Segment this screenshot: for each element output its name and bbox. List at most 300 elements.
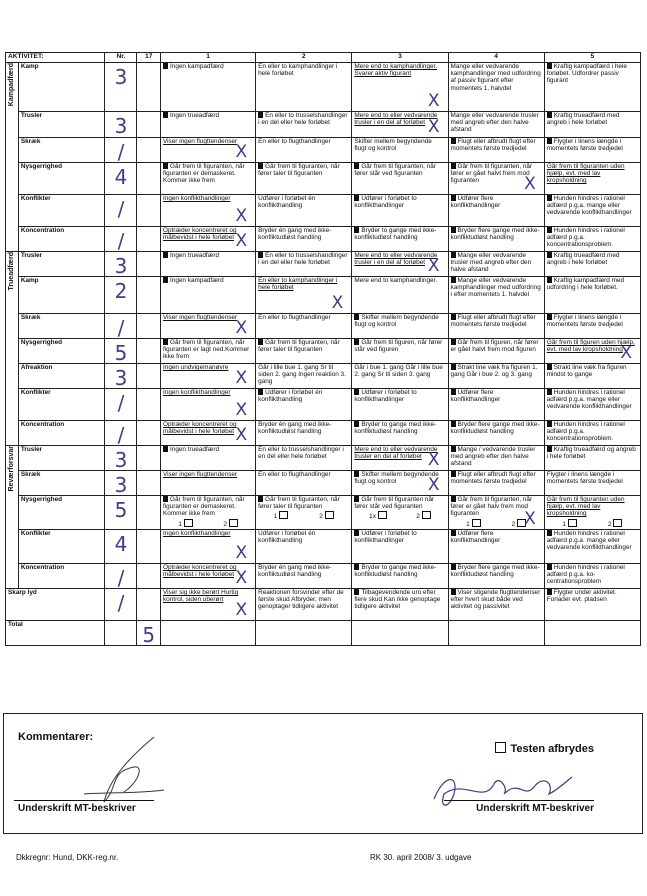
- col17-cell[interactable]: [137, 530, 161, 564]
- score-cell[interactable]: [105, 364, 137, 389]
- score-cell[interactable]: [105, 339, 137, 364]
- criterion-text: Går frem til figuranten, når figuranten er demaskeret. Kommer ikke frem: [162, 163, 245, 185]
- level-5-cell[interactable]: [544, 314, 640, 339]
- col17-cell[interactable]: [137, 339, 161, 364]
- criterion-text: Ingen trueadfærd: [169, 112, 220, 119]
- handwritten-score: /: [117, 423, 125, 446]
- level-2-cell[interactable]: [256, 364, 352, 389]
- square-icon: [451, 589, 456, 595]
- criterion-text: Kraftig trueadfærd med angreb i hele forløbet: [546, 112, 620, 127]
- square-icon: [451, 339, 456, 345]
- behavior-label: Kamp: [18, 277, 105, 314]
- handwritten-score: 5: [114, 498, 128, 522]
- square-icon: [547, 112, 552, 118]
- level-2-cell[interactable]: [256, 163, 352, 195]
- level-5-cell[interactable]: [544, 364, 640, 389]
- square-icon: [547, 364, 552, 370]
- level-2-cell[interactable]: [256, 112, 352, 138]
- check-x-icon: X: [427, 91, 440, 111]
- level-2-cell[interactable]: [256, 339, 352, 364]
- group-label-text: Kampadfærd: [8, 63, 15, 107]
- square-icon: [547, 227, 552, 233]
- level-5-cell[interactable]: [544, 227, 640, 252]
- checkbox-icon[interactable]: [472, 519, 481, 527]
- criterion-text: Kraftig kampadfærd med udfordring i hele forløbet.: [546, 277, 625, 292]
- criterion-text: Går frem til figuren uden hjælp, evt. med lav kropsholdning: [546, 339, 635, 354]
- col17-cell[interactable]: [137, 195, 161, 227]
- check-x-icon: X: [235, 543, 248, 563]
- table-row: [6, 195, 641, 227]
- square-icon: [451, 564, 456, 570]
- criterion-text: Går frem til figuranten, når fører er gået halvt frem mod figuranten: [450, 163, 533, 185]
- col17-cell[interactable]: [137, 138, 161, 163]
- level-4-cell[interactable]: [448, 314, 544, 339]
- level-4-cell[interactable]: [448, 277, 544, 314]
- behavior-label: Kamp: [18, 63, 105, 112]
- level-3-cell[interactable]: [352, 339, 448, 364]
- level-4-cell[interactable]: [448, 227, 544, 252]
- behavior-label: Nysgerrighed: [18, 163, 105, 195]
- criterion-text: Går frem til figuranten, når fører står ved figuranten: [354, 163, 436, 178]
- level-5-cell[interactable]: [544, 530, 640, 564]
- criterion-text: Bryder flere gange med ikke-konfliktudløst handling: [450, 227, 540, 242]
- criterion-text: Flygter i linens længde i momentets første tredjedel: [546, 471, 623, 486]
- col17-cell[interactable]: [137, 446, 161, 471]
- level-3-cell[interactable]: [352, 364, 448, 389]
- criterion-text: En eller to kamphandlinger i hele forløbet: [258, 63, 338, 78]
- checkbox-icon[interactable]: [378, 511, 387, 519]
- handwritten-score: 3: [114, 366, 128, 389]
- table-row: [6, 446, 641, 471]
- level-2-cell[interactable]: [256, 277, 352, 314]
- level-4-cell[interactable]: [448, 564, 544, 589]
- level-3-cell[interactable]: [352, 252, 448, 277]
- handwritten-score: 2: [114, 279, 128, 303]
- criterion-text: Flugt eller afbrudt flugt efter momentets første tredjedel: [450, 314, 536, 329]
- level-3-cell[interactable]: [352, 277, 448, 314]
- option-one_d[interactable]: 1: [466, 519, 481, 528]
- handwritten-score: 3: [114, 114, 128, 138]
- col17-cell[interactable]: [137, 421, 161, 446]
- criterion-text: Udfører i forløbet én konflikthandling: [258, 195, 316, 210]
- level-4-cell[interactable]: [448, 112, 544, 138]
- score-cell[interactable]: [105, 138, 137, 163]
- level-4-cell[interactable]: [448, 339, 544, 364]
- score-cell[interactable]: [105, 163, 137, 195]
- level-5-cell[interactable]: [544, 421, 640, 446]
- criterion-text: Udfører i forløbet én konflikthandling: [258, 389, 323, 404]
- handwritten-score: /: [117, 591, 125, 615]
- col17-cell[interactable]: [137, 163, 161, 195]
- group-label-text: Trueadfærd: [8, 252, 15, 291]
- score-cell[interactable]: [105, 589, 137, 621]
- level-2-cell[interactable]: [256, 564, 352, 589]
- level-2-cell[interactable]: [256, 63, 352, 112]
- col17-cell[interactable]: [137, 364, 161, 389]
- level-3-cell[interactable]: [352, 138, 448, 163]
- level-5-cell[interactable]: [544, 471, 640, 496]
- activity-header: AKTIVITET:: [6, 53, 105, 63]
- score-cell[interactable]: [105, 496, 137, 530]
- total-nr-cell: [105, 621, 137, 646]
- col17-cell[interactable]: [137, 63, 161, 112]
- handwritten-score: 3: [114, 473, 128, 496]
- criterion-text: Ingen kampadfærd: [169, 63, 224, 70]
- table-row: [6, 277, 641, 314]
- level-5-cell[interactable]: [544, 63, 640, 112]
- level-5-cell[interactable]: [544, 195, 640, 227]
- header-row: [6, 53, 641, 63]
- level-3-cell[interactable]: [352, 471, 448, 496]
- level-4-cell[interactable]: [448, 589, 544, 621]
- square-icon: [258, 339, 263, 345]
- square-icon: [354, 339, 359, 345]
- level-1-cell[interactable]: [160, 471, 255, 496]
- criterion-text: Viser sig ikke berørt Hurtig kontrol, siden uberørt: [162, 589, 239, 604]
- square-icon: [354, 314, 359, 320]
- level-1-cell[interactable]: [160, 564, 255, 589]
- option-two_d[interactable]: 2: [512, 519, 527, 528]
- score-cell[interactable]: [105, 314, 137, 339]
- level-4-cell[interactable]: [448, 252, 544, 277]
- level-3-cell[interactable]: [352, 564, 448, 589]
- checkbox-icon[interactable]: [613, 519, 622, 527]
- criterion-text: Bryder to gange med ikke-konfliktudløst handling: [354, 564, 437, 579]
- col17-cell[interactable]: [137, 277, 161, 314]
- level-2-cell[interactable]: [256, 389, 352, 421]
- score-cell[interactable]: [105, 277, 137, 314]
- group-label: [6, 63, 19, 252]
- square-icon: [547, 252, 552, 258]
- square-icon: [547, 314, 552, 320]
- level-4-cell[interactable]: [448, 421, 544, 446]
- nr-header: Nr.: [105, 53, 137, 63]
- level-5-cell[interactable]: [544, 446, 640, 471]
- criterion-text: En eller to trusselshandlinger i en del eller hele forløbet: [258, 252, 348, 267]
- level-3-cell[interactable]: [352, 112, 448, 138]
- level-2-cell[interactable]: [256, 589, 352, 621]
- assessment-table: [5, 52, 641, 646]
- option-one_b[interactable]: 1: [274, 511, 289, 520]
- total-empty-cell: [544, 621, 640, 646]
- level-2-cell[interactable]: [256, 421, 352, 446]
- criterion-text: Bryder to gange med ikke-konfliktudløst handling: [354, 421, 437, 436]
- sub-options: [258, 511, 349, 520]
- checkbox-icon[interactable]: [568, 519, 577, 527]
- level-3-cell[interactable]: [352, 195, 448, 227]
- level-2-cell[interactable]: [256, 471, 352, 496]
- level-2-cell[interactable]: [256, 195, 352, 227]
- square-icon: [451, 314, 456, 320]
- criterion-text: Mange eller vedvarende kamphandlinger med udfordring af passiv figurant efter momentets 1. halvdel: [450, 63, 541, 92]
- level-3-cell[interactable]: [352, 446, 448, 471]
- square-icon: [354, 421, 359, 427]
- option-two_c[interactable]: 2: [416, 511, 431, 520]
- option-one_c[interactable]: 1x: [369, 511, 387, 520]
- criterion-text: Bryder to gange med ikke-konfliktudløst handling: [354, 227, 437, 242]
- level-4-cell[interactable]: [448, 530, 544, 564]
- criterion-text: Strakt line væk fra figuren mindst to gange: [546, 364, 627, 379]
- criterion-text: Går frem til figuranten når fører står ved figuranten: [354, 496, 435, 511]
- col17-cell[interactable]: [137, 389, 161, 421]
- table-row: [6, 421, 641, 446]
- level-1-cell[interactable]: [160, 446, 255, 471]
- criterion-text: Hunden hindres i rationel adfærd p.g.a. mange eller vedvarende konflikthandlinger: [546, 389, 632, 411]
- score-cell[interactable]: [105, 63, 137, 112]
- total-empty-cell: [448, 621, 544, 646]
- square-icon: [451, 227, 456, 233]
- level-2-cell[interactable]: [256, 227, 352, 252]
- criterion-text: Bryder én gang med ikke-konfliktudløst handling: [258, 564, 332, 579]
- check-x-icon: X: [235, 425, 248, 445]
- square-icon: [451, 277, 456, 283]
- sub-options: [354, 511, 445, 520]
- level-2-cell[interactable]: [256, 314, 352, 339]
- level-4-cell[interactable]: [448, 195, 544, 227]
- level-5-cell[interactable]: [544, 339, 640, 364]
- behavior-label: Trusler: [18, 112, 105, 138]
- criterion-text: Flygter under aktivitet. Forlader evt. pladsen: [546, 589, 617, 604]
- col17-cell[interactable]: [137, 227, 161, 252]
- criterion-text: Skifter mellem begyndende flugt og kontrol: [354, 314, 439, 329]
- level-4-cell[interactable]: [448, 471, 544, 496]
- criterion-text: Går frem til figuranten, når fører taler til figuranten: [258, 496, 340, 511]
- criterion-text: Flygter i linens længde i momentets første tredjedel: [546, 138, 623, 153]
- level-2-cell[interactable]: [256, 446, 352, 471]
- check-x-icon: X: [235, 368, 248, 388]
- level-1-cell[interactable]: [160, 421, 255, 446]
- criterion-text: Går frem til figuranten, når figuranten er demaskeret. Kommer ikke frem: [162, 496, 245, 518]
- check-x-icon: X: [235, 400, 248, 420]
- level-header-5: 5: [544, 53, 640, 63]
- col17-cell[interactable]: [137, 112, 161, 138]
- score-cell[interactable]: [105, 112, 137, 138]
- behavior-label: Koncentration: [18, 421, 105, 446]
- criterion-text: Mange eller vedvarende trusler med angreb efter den halve afstand: [450, 112, 539, 134]
- criterion-text: Mere end to eller vedvarende trusler i en del af forløbet: [354, 112, 438, 127]
- level-1-cell[interactable]: [160, 163, 255, 195]
- score-cell[interactable]: [105, 471, 137, 496]
- square-icon: [354, 564, 359, 570]
- behavior-label: Trusler: [18, 446, 105, 471]
- table-row: [6, 314, 641, 339]
- square-icon: [451, 163, 456, 169]
- group-label: [6, 446, 19, 589]
- score-cell[interactable]: [105, 227, 137, 252]
- criterion-text: Ingen konflikthandlinger: [162, 530, 231, 537]
- level-1-cell[interactable]: [160, 389, 255, 421]
- sub-options: [163, 519, 253, 528]
- behavior-label: Nysgerrighed: [18, 496, 105, 530]
- behavior-label: Afreaktion: [18, 364, 105, 389]
- level-5-cell[interactable]: [544, 112, 640, 138]
- square-icon: [258, 496, 263, 502]
- level-2-cell[interactable]: [256, 530, 352, 564]
- level-3-cell[interactable]: [352, 421, 448, 446]
- col17-cell[interactable]: [137, 564, 161, 589]
- level-1-cell[interactable]: [160, 63, 255, 112]
- score-cell[interactable]: [105, 530, 137, 564]
- criterion-text: Ingen kampadfærd: [169, 277, 224, 284]
- behavior-label: Skarp lyd: [6, 589, 105, 621]
- option-two_e[interactable]: 2: [608, 519, 623, 528]
- criterion-text: Ingen konflikthandlinger: [162, 195, 231, 202]
- level-1-cell[interactable]: [160, 112, 255, 138]
- score-cell[interactable]: [105, 252, 137, 277]
- level-5-cell[interactable]: [544, 277, 640, 314]
- square-icon: [163, 339, 168, 345]
- col17-cell[interactable]: [137, 252, 161, 277]
- square-icon: [163, 446, 168, 452]
- signature-label-right: Underskrift MT-beskriver: [476, 803, 594, 814]
- level-header-1: 1: [160, 53, 255, 63]
- total-value: 5: [142, 623, 156, 646]
- col17-cell[interactable]: [137, 471, 161, 496]
- level-1-cell[interactable]: [160, 227, 255, 252]
- criterion-text: Tilbagevendende uro efter flere skud Kan ikke genoptage tidligere aktivitet: [354, 589, 441, 611]
- table-row: [6, 564, 641, 589]
- square-icon: [547, 530, 552, 536]
- score-cell[interactable]: [105, 446, 137, 471]
- level-3-cell[interactable]: [352, 530, 448, 564]
- checkbox-icon[interactable]: [422, 511, 431, 519]
- criterion-text: Mere end to eller vedvarende trusler i en del af forløbet: [354, 252, 438, 267]
- square-icon: [354, 496, 359, 502]
- table-row: [6, 339, 641, 364]
- table-row: [6, 364, 641, 389]
- level-1-cell[interactable]: [160, 195, 255, 227]
- level-header-3: 3: [352, 53, 448, 63]
- check-x-icon: X: [331, 293, 344, 313]
- criterion-text: Hunden hindres i rationel adfærd p.g.a. koncentrationsproblem.: [546, 421, 625, 443]
- checkbox-icon[interactable]: [229, 519, 238, 527]
- level-4-cell[interactable]: [448, 389, 544, 421]
- seventeen-header: 17: [137, 53, 161, 63]
- check-x-icon: X: [524, 509, 536, 529]
- criterion-text: Går frem til figuranten, når fører taler til figuranten: [258, 163, 340, 178]
- level-5-cell[interactable]: [544, 496, 640, 530]
- criterion-text: Går frem til figuranten, når fører taler til figuranten: [258, 339, 340, 354]
- handwritten-score: /: [117, 229, 125, 252]
- criterion-text: Mange / vedvarende trusler med angreb efter den halve afstand: [450, 446, 536, 468]
- level-4-cell[interactable]: [448, 163, 544, 195]
- level-4-cell[interactable]: [448, 496, 544, 530]
- checkbox-icon[interactable]: [279, 511, 288, 519]
- criterion-text: Flygter i linens længde i momentets første tredjedel: [546, 314, 623, 329]
- checkbox-icon[interactable]: [325, 511, 334, 519]
- square-icon: [354, 195, 359, 201]
- table-row: [6, 63, 641, 112]
- level-3-cell[interactable]: [352, 314, 448, 339]
- level-5-cell[interactable]: [544, 564, 640, 589]
- option-one_a[interactable]: 1: [178, 519, 193, 528]
- level-2-cell[interactable]: [256, 496, 352, 530]
- comments-label: Kommentarer:: [18, 731, 94, 743]
- option-one_e[interactable]: 1: [562, 519, 577, 528]
- level-4-cell[interactable]: [448, 446, 544, 471]
- table-row: [6, 112, 641, 138]
- criterion-text: Går i lille bue 1. gang Sr til siden 2. gang Ingen reaktion 3. gang: [258, 364, 346, 386]
- total-value-cell[interactable]: [137, 621, 161, 646]
- level-1-cell[interactable]: [160, 314, 255, 339]
- col17-cell[interactable]: [137, 496, 161, 530]
- handwritten-score: 3: [114, 65, 128, 89]
- level-1-cell[interactable]: [160, 364, 255, 389]
- square-icon: [258, 389, 263, 395]
- level-5-cell[interactable]: [544, 252, 640, 277]
- criterion-text: Bryder flere gange med ikke-konfliktudløst handling: [450, 421, 540, 436]
- col17-cell[interactable]: [137, 589, 161, 621]
- behavior-label: Trusler: [18, 252, 105, 277]
- criterion-text: Reaktionen forsvinder efter de første skud Afbryder, men genoptager tidligere aktivitet: [258, 589, 344, 611]
- level-1-cell[interactable]: [160, 277, 255, 314]
- level-1-cell[interactable]: [160, 589, 255, 621]
- criterion-text: Optræder koncentreret og målbevidst i hele forløbet: [162, 227, 237, 242]
- checkbox-icon[interactable]: [184, 519, 193, 527]
- table-row: [6, 138, 641, 163]
- square-icon: [163, 112, 168, 118]
- col17-cell[interactable]: [137, 314, 161, 339]
- level-3-cell[interactable]: [352, 389, 448, 421]
- criterion-text: Bryder én gang med ikke-konfliktudløst handling: [258, 227, 332, 242]
- score-cell[interactable]: [105, 389, 137, 421]
- score-cell[interactable]: [105, 564, 137, 589]
- checkbox-icon[interactable]: [495, 742, 506, 753]
- level-3-cell[interactable]: [352, 589, 448, 621]
- level-2-cell[interactable]: [256, 138, 352, 163]
- level-3-cell[interactable]: [352, 63, 448, 112]
- total-label: Total: [6, 621, 105, 646]
- square-icon: [163, 163, 168, 169]
- level-1-cell[interactable]: [160, 252, 255, 277]
- level-header-2: 2: [256, 53, 352, 63]
- score-cell[interactable]: [105, 421, 137, 446]
- criterion-text: Går frem til figuranten uden hjælp, evt. med lav kropsholdning: [546, 496, 625, 518]
- criterion-text: Går frem til figuren, når fører er gået halvt frem mod figuren: [450, 339, 539, 354]
- square-icon: [547, 421, 552, 427]
- table-row: [6, 589, 641, 621]
- behavior-label: Konflikter: [18, 530, 105, 564]
- option-two_a[interactable]: 2: [223, 519, 238, 528]
- level-header-4: 4: [448, 53, 544, 63]
- level-1-cell[interactable]: [160, 496, 255, 530]
- level-4-cell[interactable]: [448, 138, 544, 163]
- stop-test-checkbox[interactable]: Testen afbrydes: [495, 742, 594, 755]
- score-cell[interactable]: [105, 195, 137, 227]
- level-1-cell[interactable]: [160, 138, 255, 163]
- option-two_b[interactable]: 2: [319, 511, 334, 520]
- handwritten-score: 4: [114, 165, 128, 189]
- left-signature: [64, 732, 174, 807]
- level-4-cell[interactable]: [448, 364, 544, 389]
- criterion-text: Optræder koncentreret og målbevidst i hele forløbet: [162, 421, 237, 436]
- level-5-cell[interactable]: [544, 389, 640, 421]
- level-1-cell[interactable]: [160, 339, 255, 364]
- level-5-cell[interactable]: [544, 163, 640, 195]
- square-icon: [354, 227, 359, 233]
- level-5-cell[interactable]: [544, 589, 640, 621]
- table-row: [6, 252, 641, 277]
- level-3-cell[interactable]: [352, 496, 448, 530]
- level-1-cell[interactable]: [160, 530, 255, 564]
- check-x-icon: X: [235, 231, 248, 251]
- level-4-cell[interactable]: [448, 63, 544, 112]
- level-2-cell[interactable]: [256, 252, 352, 277]
- level-3-cell[interactable]: [352, 227, 448, 252]
- level-3-cell[interactable]: [352, 163, 448, 195]
- behavior-label: Skræk: [18, 471, 105, 496]
- level-5-cell[interactable]: [544, 138, 640, 163]
